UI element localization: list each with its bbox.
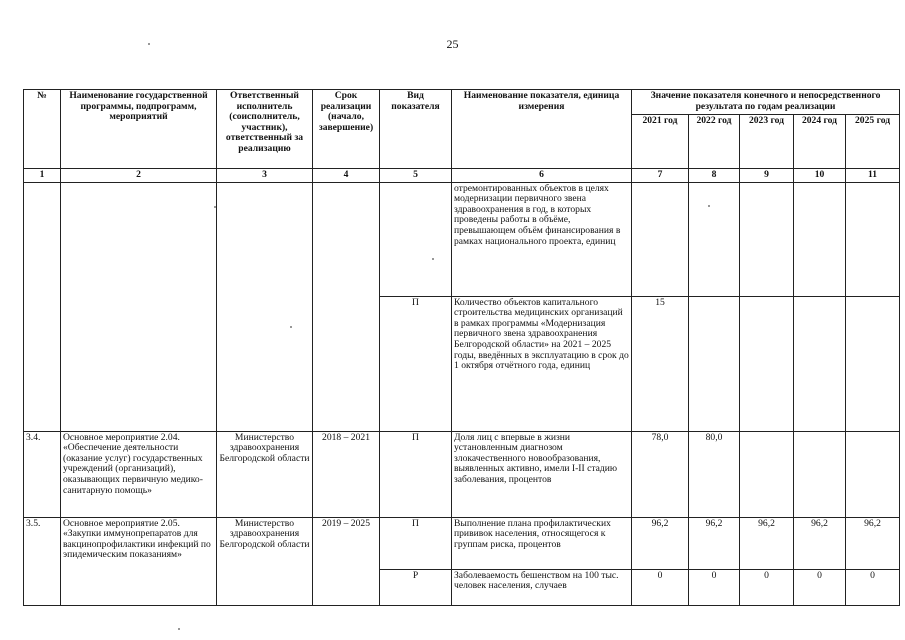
row-value	[740, 296, 794, 431]
row-value: 96,2	[740, 517, 794, 569]
row-name-cell	[61, 182, 217, 431]
column-index: 6	[452, 169, 632, 183]
row-value	[846, 182, 900, 296]
row-value	[846, 296, 900, 431]
row-num: 3.4.	[24, 431, 61, 517]
row-value: 96,2	[689, 517, 740, 569]
row-indicator: отремонтированных объектов в целях модернизации первичного звена здравоохранения в год, в которых проведены работы в объёме, превышающем объём финансирования в рамках национального проекта, единиц	[452, 182, 632, 296]
scan-speck	[432, 258, 434, 260]
row-value: 0	[794, 569, 846, 605]
row-executor: Министерство здравоохранения Белгородской области	[217, 517, 313, 605]
row-name: Основное мероприятие 2.04. «Обеспечение деятельности (оказание услуг) государственных учреждений (организаций), оказывающих первичную медико-санитарную помощь»	[61, 431, 217, 517]
scan-speck	[290, 326, 292, 328]
row-num-cell	[24, 182, 61, 431]
row-value	[846, 431, 900, 517]
table-row	[24, 182, 900, 296]
column-index: 2	[61, 169, 217, 183]
row-value: 0	[689, 569, 740, 605]
column-index: 11	[846, 169, 900, 183]
column-index: 1	[24, 169, 61, 183]
header-year: 2022 год	[689, 115, 740, 169]
row-kind: П	[380, 431, 452, 517]
header-kind: Вид показателя	[380, 90, 452, 169]
column-index: 8	[689, 169, 740, 183]
indicators-table	[23, 89, 900, 606]
header-values-group: Значение показателя конечного и непосредственного результата по годам реализации	[632, 90, 900, 115]
row-kind: Р	[380, 569, 452, 605]
row-value: 96,2	[794, 517, 846, 569]
row-term: 2018 – 2021	[313, 431, 380, 517]
table-row	[24, 517, 900, 569]
column-index: 4	[313, 169, 380, 183]
row-indicator: Доля лиц с впервые в жизни установленным диагнозом злокачественного новообразования, выявленных активно, имели I-II стадию заболевания, процентов	[452, 431, 632, 517]
row-executor-cell	[217, 182, 313, 431]
column-index-row	[24, 169, 900, 183]
scan-speck	[214, 206, 216, 208]
row-indicator: Заболеваемость бешенством на 100 тыс. человек населения, случаев	[452, 569, 632, 605]
row-value	[794, 296, 846, 431]
header-indicator: Наименование показателя, единица измерения	[452, 90, 632, 169]
row-value	[689, 296, 740, 431]
row-value: 15	[632, 296, 689, 431]
scan-speck	[178, 628, 180, 630]
header-num: №	[24, 90, 61, 169]
row-value: 96,2	[632, 517, 689, 569]
header-term: Срок реализации (начало, завершение)	[313, 90, 380, 169]
row-value: 0	[740, 569, 794, 605]
row-value: 80,0	[689, 431, 740, 517]
scan-speck	[148, 43, 150, 45]
row-kind: П	[380, 517, 452, 569]
column-index: 7	[632, 169, 689, 183]
row-kind	[380, 182, 452, 296]
row-value	[689, 182, 740, 296]
row-value: 96,2	[846, 517, 900, 569]
row-term: 2019 – 2025	[313, 517, 380, 605]
row-value: 0	[632, 569, 689, 605]
scan-speck	[708, 205, 710, 207]
column-index: 9	[740, 169, 794, 183]
row-indicator: Выполнение плана профилактических прививок населения, относящегося к группам риска, процентов	[452, 517, 632, 569]
row-value	[740, 431, 794, 517]
row-value: 78,0	[632, 431, 689, 517]
column-index: 5	[380, 169, 452, 183]
row-executor: Министерство здравоохранения Белгородской области	[217, 431, 313, 517]
header-executor: Ответственный исполнитель (соисполнитель, участник), ответственный за реализацию	[217, 90, 313, 169]
header-year: 2021 год	[632, 115, 689, 169]
row-num: 3.5.	[24, 517, 61, 605]
page-number: 25	[446, 37, 459, 51]
row-term-cell	[313, 182, 380, 431]
row-name: Основное мероприятие 2.05. «Закупки иммунопрепаратов для вакцинопрофилактики инфекций по эпидемическим показаниям»	[61, 517, 217, 605]
row-kind: П	[380, 296, 452, 431]
row-value	[632, 182, 689, 296]
column-index: 3	[217, 169, 313, 183]
header-name: Наименование государственной программы, подпрограмм, мероприятий	[61, 90, 217, 169]
header-year: 2024 год	[794, 115, 846, 169]
column-index: 10	[794, 169, 846, 183]
header-row	[24, 90, 900, 115]
row-value	[740, 182, 794, 296]
row-value	[794, 182, 846, 296]
row-value: 0	[846, 569, 900, 605]
row-indicator: Количество объектов капитального строительства медицинских организаций в рамках программы «Модернизация первичного звена здравоохранения Белгородской области» на 2021 – 2025 годы, введённых в эксплуатацию в срок до 1 октября отчётного года, единиц	[452, 296, 632, 431]
header-year: 2023 год	[740, 115, 794, 169]
header-year: 2025 год	[846, 115, 900, 169]
row-value	[794, 431, 846, 517]
table-row	[24, 431, 900, 517]
